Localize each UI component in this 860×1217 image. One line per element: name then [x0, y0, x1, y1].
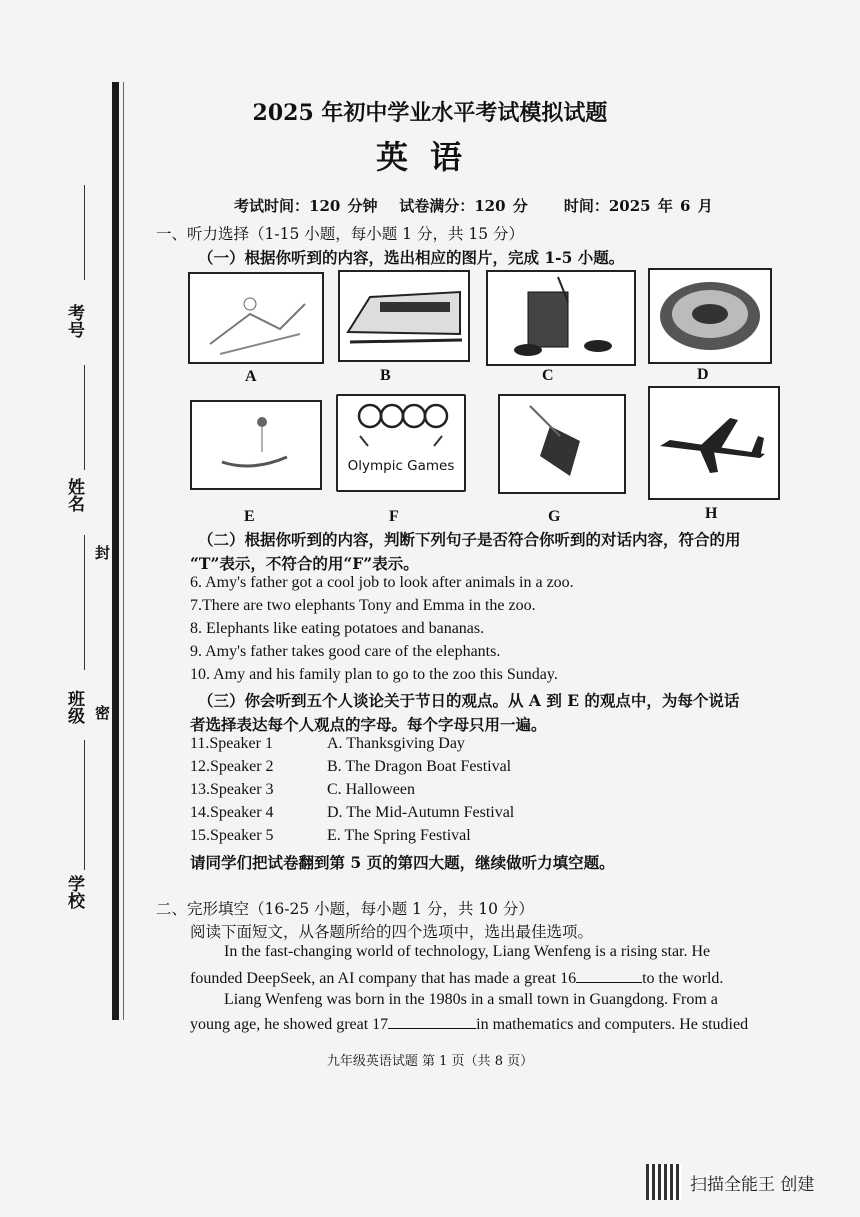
passage-p1-line2 [190, 968, 723, 988]
passage-p2-line2 [190, 1014, 748, 1034]
banji-label: 班级 [64, 690, 84, 724]
banji-blank [84, 535, 85, 670]
picture-label-f: F [389, 508, 399, 525]
picture-f [336, 394, 466, 492]
passage-p2-line2b: in mathematics and computers. He studied [476, 1016, 749, 1033]
section2-heading: 二、完形填空（16-25 小题，每小题 1 分，共 10 分） [156, 900, 534, 918]
blank-17 [388, 1014, 476, 1029]
statement-7: 7.There are two elephants Tony and Emma in the zoo. [190, 597, 536, 614]
binding-line-thin [123, 82, 124, 1020]
picture-label-c: C [542, 367, 554, 384]
picture-label-g: G [548, 508, 561, 525]
xuexiao-label: 学校 [64, 875, 84, 909]
olympic-games-text: Olympic Games [347, 458, 455, 474]
passage-p1-line2b: to the world. [642, 970, 724, 987]
airplane-icon [650, 388, 778, 498]
option-b: B. The Dragon Boat Festival [327, 758, 512, 775]
speaker-12: 12.Speaker 2 [190, 758, 274, 775]
option-e: E. The Spring Festival [327, 827, 471, 844]
exam-info: 考试时间：120 分钟 试卷满分：120 分 时间：2025 年 6 月 [234, 197, 713, 215]
option-a: A. Thanksgiving Day [327, 735, 465, 752]
exam-title: 2025 年初中学业水平考试模拟试题 [252, 100, 608, 126]
page-footer: 九年级英语试题 第 1 页（共 8 页） [326, 1054, 534, 1069]
picture-e [190, 400, 322, 490]
picture-d [648, 268, 772, 364]
skiing-sketch-icon [190, 274, 322, 362]
picture-label-d: D [697, 366, 709, 383]
section1-part2-line1: （二）根据你听到的内容，判断下列句子是否符合你听到的对话内容，符合的用 [198, 530, 741, 549]
section1-part3-line2: 者选择表达每个人观点的字母。每个字母只用一遍。 [190, 715, 547, 734]
train-icon [340, 272, 468, 360]
statement-6: 6. Amy's father got a cool job to look after animals in a zoo. [190, 574, 574, 591]
speaker-13: 13.Speaker 3 [190, 781, 274, 798]
xingming-label: 姓名 [64, 478, 84, 512]
dragon-boat-sketch-icon [192, 402, 320, 488]
kaohao-label: 考号 [64, 304, 84, 338]
passage-p2-line2a: young age, he showed great 17 [190, 1016, 389, 1033]
drink-glass-icon [488, 272, 634, 364]
option-d: D. The Mid-Autumn Festival [327, 804, 515, 821]
olympic-rings-icon [338, 396, 464, 456]
speaker-14: 14.Speaker 4 [190, 804, 274, 821]
feng-label: 封 [93, 545, 111, 560]
binding-line [112, 82, 119, 1020]
xuexiao-blank [84, 740, 85, 870]
picture-g [498, 394, 626, 494]
picture-c [486, 270, 636, 366]
blank-16 [576, 968, 642, 983]
passage-p2-line1: Liang Wenfeng was born in the 1980s in a small town in Guangdong. From a [224, 991, 718, 1008]
picture-label-e: E [244, 508, 255, 525]
speaker-11: 11.Speaker 1 [190, 735, 273, 752]
picture-h [648, 386, 780, 500]
option-c: C. Halloween [327, 781, 415, 798]
passage-p1-line2a: founded DeepSeek, an AI company that has made a great 16 [190, 970, 577, 987]
section1-heading: 一、听力选择（1-15 小题，每小题 1 分，共 15 分） [156, 225, 525, 243]
statement-8: 8. Elephants like eating potatoes and bananas. [190, 620, 485, 637]
picture-b [338, 270, 470, 362]
section1-part1: （一）根据你听到的内容，选出相应的图片，完成 1-5 小题。 [198, 248, 625, 267]
section1-part3-line1: （三）你会听到五个人谈论关于节日的观点。从 A 到 E 的观点中，为每个说话 [198, 691, 740, 710]
section1-part2-line2: “T”表示，不符合的用“F”表示。 [190, 554, 419, 573]
picture-label-b: B [380, 367, 391, 384]
scanner-watermark [646, 1164, 814, 1200]
xingming-blank [84, 365, 85, 470]
statement-10: 10. Amy and his family plan to go to the zoo this Sunday. [190, 666, 558, 683]
speaker-15: 15.Speaker 5 [190, 827, 274, 844]
passage-p1-line1: In the fast-changing world of technology, Liang Wenfeng is a rising star. He [224, 943, 711, 960]
watermark-text: 扫描全能王 创建 [690, 1174, 815, 1195]
picture-label-h: H [705, 505, 718, 522]
statement-9: 9. Amy's father takes good care of the elephants. [190, 643, 501, 660]
kite-icon [500, 396, 624, 492]
section1-note: 请同学们把试卷翻到第 5 页的第四大题，继续做听力填空题。 [190, 853, 615, 872]
picture-label-a: A [245, 368, 257, 385]
qr-code-icon [646, 1164, 682, 1200]
mi-label: 密 [93, 705, 111, 720]
cake-icon [650, 270, 770, 362]
picture-a [188, 272, 324, 364]
section2-instruction: 阅读下面短文，从各题所给的四个选项中，选出最佳选项。 [190, 923, 594, 941]
subject-title: 英语 [375, 138, 484, 176]
kaohao-blank [84, 185, 85, 280]
